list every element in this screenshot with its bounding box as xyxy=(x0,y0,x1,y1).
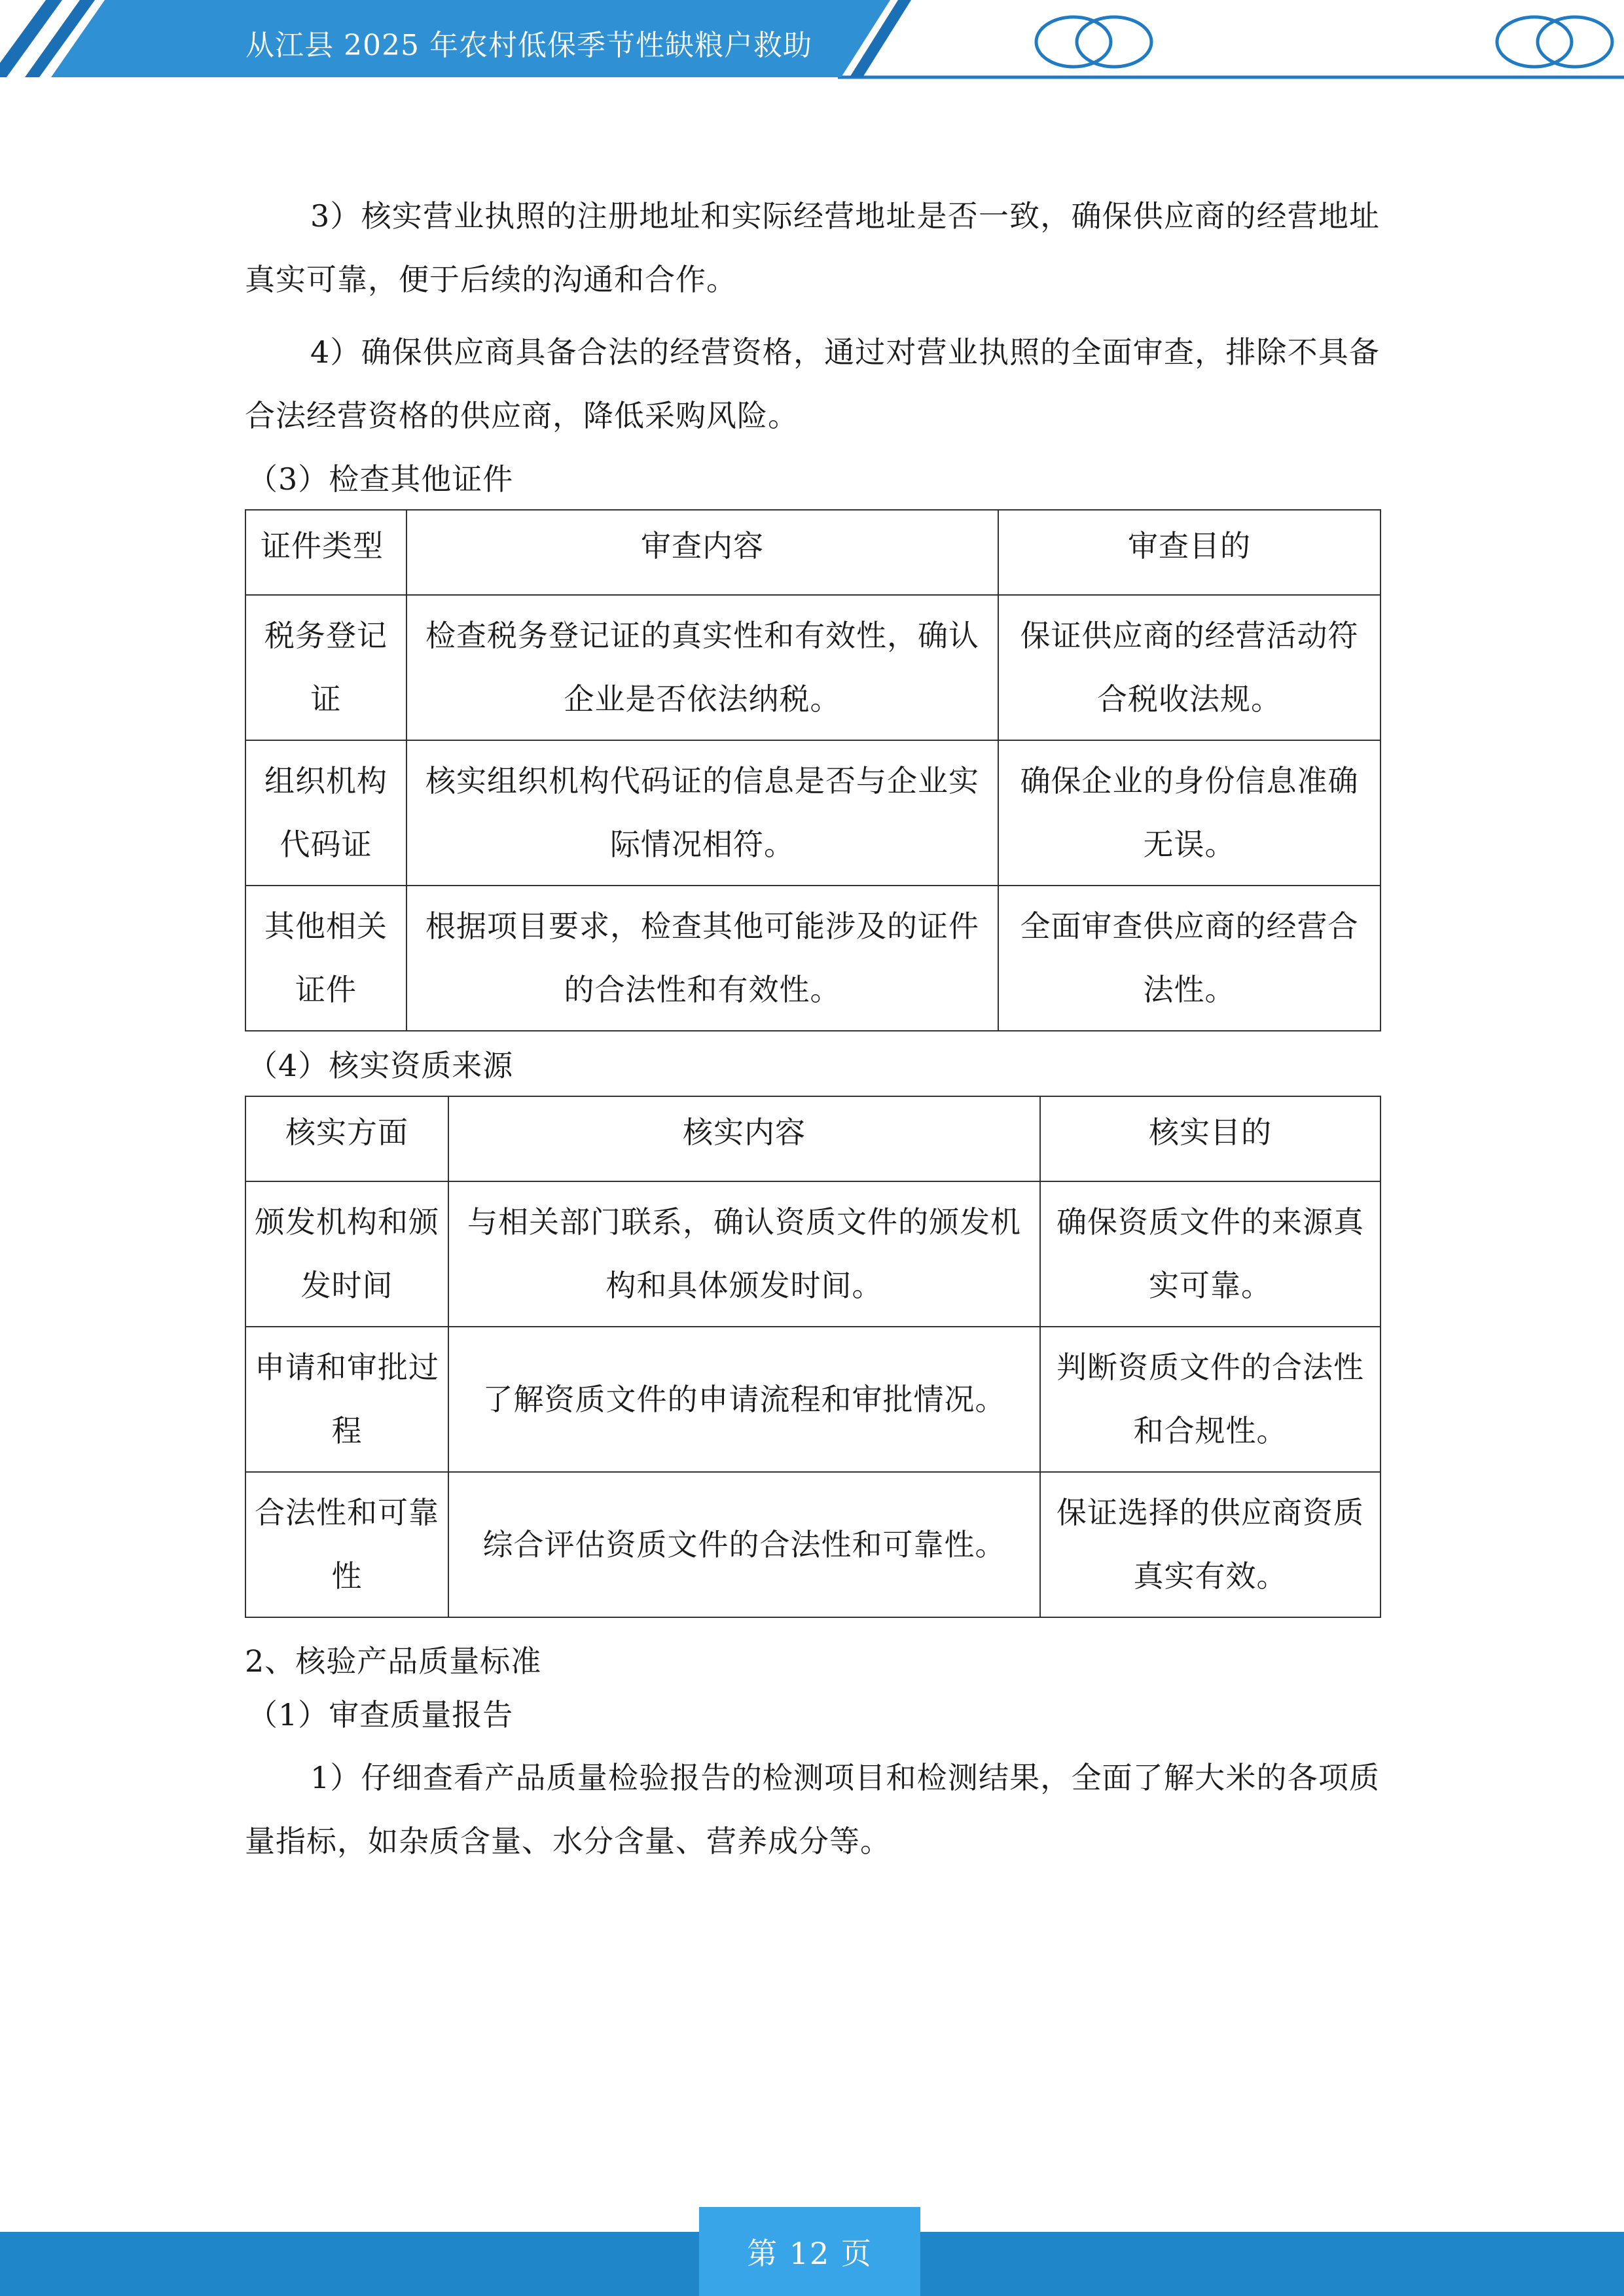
page-content xyxy=(245,185,1380,1882)
table-cell: 保证选择的供应商资质真实有效。 xyxy=(1040,1472,1380,1617)
table-cell: 核实组织机构代码证的信息是否与企业实际情况相符。 xyxy=(406,740,998,886)
table-cell: 了解资质文件的申请流程和审批情况。 xyxy=(448,1327,1040,1472)
rings-icon-right xyxy=(1497,17,1612,67)
paragraph-verify-address: 3）核实营业执照的注册地址和实际经营地址是否一致，确保供应商的经营地址真实可靠，便于后续的沟通和合作。 xyxy=(245,198,1380,297)
table-cell: 综合评估资质文件的合法性和可靠性。 xyxy=(448,1472,1040,1617)
table-cell: 保证供应商的经营活动符合税收法规。 xyxy=(998,595,1380,740)
table-cell: 与相关部门联系，确认资质文件的颁发机构和具体颁发时间。 xyxy=(448,1181,1040,1327)
table-cell: 确保企业的身份信息准确无误。 xyxy=(998,740,1380,886)
table-header-cell: 核实方面 xyxy=(245,1096,448,1181)
table-header-cell: 审查内容 xyxy=(406,510,998,595)
table-cell: 税务登记证 xyxy=(245,595,406,740)
section-heading-other-certificates: （3）检查其他证件 xyxy=(247,461,514,497)
table-row xyxy=(245,1327,1380,1472)
table-cell: 判断资质文件的合法性和合规性。 xyxy=(1040,1327,1380,1472)
paragraph-legal-qualification: 4）确保供应商具备合法的经营资格，通过对营业执照的全面审查，排除不具备合法经营资格的供应商，降低采购风险。 xyxy=(245,334,1380,433)
section-heading-quality-standard: 2、核验产品质量标准 xyxy=(245,1643,542,1679)
table-cell: 确保资质文件的来源真实可靠。 xyxy=(1040,1181,1380,1327)
table-cell: 合法性和可靠性 xyxy=(245,1472,448,1617)
table-cell: 申请和审批过程 xyxy=(245,1327,448,1472)
verify-source-table xyxy=(245,1096,1381,1618)
section-heading-verify-source: （4）核实资质来源 xyxy=(247,1048,514,1083)
table-cell: 全面审查供应商的经营合法性。 xyxy=(998,886,1380,1031)
other-certificates-table xyxy=(245,509,1381,1031)
document-title: 从江县 2025 年农村低保季节性缺粮户救助 xyxy=(245,29,812,62)
paragraph-quality-report: 1）仔细查看产品质量检验报告的检测项目和检测结果，全面了解大米的各项质量指标，如杂质含量、水分含量、营养成分等。 xyxy=(245,1760,1380,1859)
table-header-cell: 证件类型 xyxy=(245,510,406,595)
table-header-cell: 核实目的 xyxy=(1040,1096,1380,1181)
table-row xyxy=(245,1181,1380,1327)
table-header-row xyxy=(245,1096,1380,1181)
section-heading-quality-report: （1）审查质量报告 xyxy=(247,1697,514,1732)
table-row xyxy=(245,740,1380,886)
table-row xyxy=(245,886,1380,1031)
table-header-row xyxy=(245,510,1380,595)
table-cell: 检查税务登记证的真实性和有效性，确认企业是否依法纳税。 xyxy=(406,595,998,740)
table-cell: 颁发机构和颁发时间 xyxy=(245,1181,448,1327)
table-row xyxy=(245,1472,1380,1617)
table-cell: 其他相关证件 xyxy=(245,886,406,1031)
page-header xyxy=(0,0,1624,85)
page-number: 第 12 页 xyxy=(699,2207,920,2296)
rings-icon-left xyxy=(1036,17,1151,67)
table-row xyxy=(245,595,1380,740)
table-cell: 组织机构代码证 xyxy=(245,740,406,886)
table-header-cell: 核实内容 xyxy=(448,1096,1040,1181)
table-cell: 根据项目要求，检查其他可能涉及的证件的合法性和有效性。 xyxy=(406,886,998,1031)
table-header-cell: 审查目的 xyxy=(998,510,1380,595)
